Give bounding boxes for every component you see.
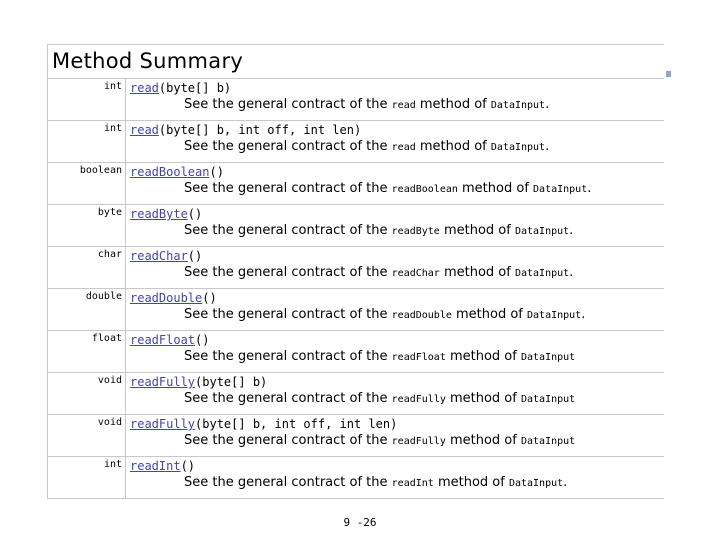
desc-end: . (587, 181, 592, 196)
method-link[interactable]: readFully (130, 375, 196, 389)
method-link[interactable]: readByte (130, 207, 188, 221)
desc-interface-code: DataInput (514, 226, 570, 237)
desc-middle: method of (451, 307, 528, 322)
desc-interface-code: DataInput (514, 268, 570, 279)
method-description (126, 432, 664, 450)
modifier-cell (48, 247, 126, 289)
return-type: void (97, 375, 122, 386)
method-signature (126, 205, 664, 222)
modifier-cell (48, 121, 126, 163)
desc-middle: method of (457, 181, 534, 196)
return-type: boolean (79, 165, 122, 176)
method-row (48, 121, 665, 163)
desc-middle: method of (415, 139, 491, 154)
page-number: 9 -26 (343, 516, 377, 529)
desc-method-code: readFully (391, 394, 446, 405)
method-link[interactable]: readFloat (130, 333, 196, 347)
desc-method-code: readDouble (391, 310, 452, 321)
desc-interface-code: DataInput (527, 310, 582, 321)
desc-end: . (581, 307, 586, 322)
return-type: void (97, 417, 122, 428)
method-params: (byte[] b) (195, 375, 268, 389)
method-signature (126, 373, 664, 390)
table-header-row (48, 45, 665, 79)
method-cell (126, 205, 665, 247)
scroll-marker (666, 71, 671, 77)
method-cell (126, 289, 665, 331)
method-summary-table (47, 44, 664, 499)
desc-middle: method of (439, 265, 515, 280)
desc-prefix: See the general contract of the (184, 475, 392, 490)
method-cell (126, 331, 665, 373)
method-summary-table-wrapper (47, 44, 664, 511)
desc-middle: method of (445, 349, 521, 364)
return-type: byte (97, 207, 122, 218)
method-row (48, 331, 665, 373)
method-signature (126, 457, 664, 474)
method-signature (126, 121, 664, 138)
method-row (48, 163, 665, 205)
modifier-cell (48, 373, 126, 415)
method-cell (126, 457, 665, 499)
method-description (126, 264, 664, 282)
method-link[interactable]: read (130, 81, 159, 95)
method-row (48, 289, 665, 331)
method-link[interactable]: readFully (130, 417, 196, 431)
desc-prefix: See the general contract of the (184, 181, 392, 196)
desc-end: . (545, 97, 550, 112)
method-params: () (209, 165, 224, 179)
desc-method-code: read (391, 100, 416, 111)
method-row (48, 205, 665, 247)
method-cell (126, 247, 665, 289)
method-signature (126, 415, 664, 432)
desc-middle: method of (445, 391, 521, 406)
desc-middle: method of (415, 97, 491, 112)
method-description (126, 390, 664, 408)
method-link[interactable]: readBoolean (130, 165, 210, 179)
return-type: int (103, 81, 122, 92)
method-row (48, 79, 665, 121)
method-link[interactable]: readChar (130, 249, 188, 263)
method-link[interactable]: readInt (130, 459, 181, 473)
method-row (48, 373, 665, 415)
desc-end: . (545, 139, 550, 154)
desc-middle: method of (439, 223, 515, 238)
table-title: Method Summary (52, 49, 244, 73)
modifier-cell (48, 457, 126, 499)
method-description (126, 474, 664, 492)
method-params: (byte[] b) (158, 81, 232, 95)
desc-method-code: readFloat (391, 352, 446, 363)
desc-end: . (569, 265, 574, 280)
desc-middle: method of (433, 475, 509, 490)
desc-interface-code: DataInput (490, 100, 546, 111)
method-signature (126, 163, 664, 180)
method-params: () (187, 207, 203, 221)
desc-method-code: readByte (391, 226, 440, 237)
method-params: () (195, 333, 210, 347)
method-description (126, 222, 664, 240)
method-cell (126, 121, 665, 163)
desc-prefix: See the general contract of the (184, 97, 392, 112)
method-cell (126, 373, 665, 415)
desc-interface-code: DataInput (520, 394, 576, 405)
modifier-cell (48, 79, 126, 121)
desc-prefix: See the general contract of the (184, 223, 392, 238)
desc-end: . (563, 475, 568, 490)
method-cell (126, 163, 665, 205)
method-params: (byte[] b, int off, int len) (195, 417, 398, 431)
return-type: float (91, 333, 122, 344)
return-type: int (103, 123, 122, 134)
desc-interface-code: DataInput (533, 184, 588, 195)
method-signature (126, 247, 664, 264)
method-cell (126, 415, 665, 457)
method-link[interactable]: readDouble (130, 291, 203, 305)
return-type: char (97, 249, 122, 260)
method-params: () (202, 291, 217, 305)
desc-prefix: See the general contract of the (184, 349, 392, 364)
method-row (48, 415, 665, 457)
desc-prefix: See the general contract of the (184, 307, 392, 322)
method-signature (126, 289, 664, 306)
desc-interface-code: DataInput (490, 142, 546, 153)
modifier-cell (48, 205, 126, 247)
desc-method-code: readChar (391, 268, 440, 279)
desc-interface-code: DataInput (520, 436, 576, 447)
desc-prefix: See the general contract of the (184, 433, 392, 448)
modifier-cell (48, 289, 126, 331)
desc-prefix: See the general contract of the (184, 265, 392, 280)
method-row (48, 457, 665, 499)
method-row (48, 247, 665, 289)
modifier-cell (48, 331, 126, 373)
method-params: () (180, 459, 196, 473)
desc-method-code: readFully (391, 436, 446, 447)
desc-method-code: read (391, 142, 416, 153)
method-description (126, 348, 664, 366)
return-type: double (85, 291, 122, 302)
desc-prefix: See the general contract of the (184, 391, 392, 406)
desc-interface-code: DataInput (520, 352, 576, 363)
desc-middle: method of (445, 433, 521, 448)
method-signature (126, 79, 664, 96)
method-signature (126, 331, 664, 348)
method-description (126, 138, 664, 156)
desc-prefix: See the general contract of the (184, 139, 392, 154)
method-description (126, 306, 664, 324)
method-params: () (187, 249, 203, 263)
method-description (126, 180, 664, 198)
desc-interface-code: DataInput (508, 478, 564, 489)
desc-end: . (569, 223, 574, 238)
desc-method-code: readInt (391, 478, 434, 489)
desc-method-code: readBoolean (391, 184, 458, 195)
method-description (126, 96, 664, 114)
method-cell (126, 79, 665, 121)
method-params: (byte[] b, int off, int len) (158, 123, 362, 137)
return-type: int (103, 459, 122, 470)
modifier-cell (48, 163, 126, 205)
modifier-cell (48, 415, 126, 457)
method-link[interactable]: read (130, 123, 159, 137)
